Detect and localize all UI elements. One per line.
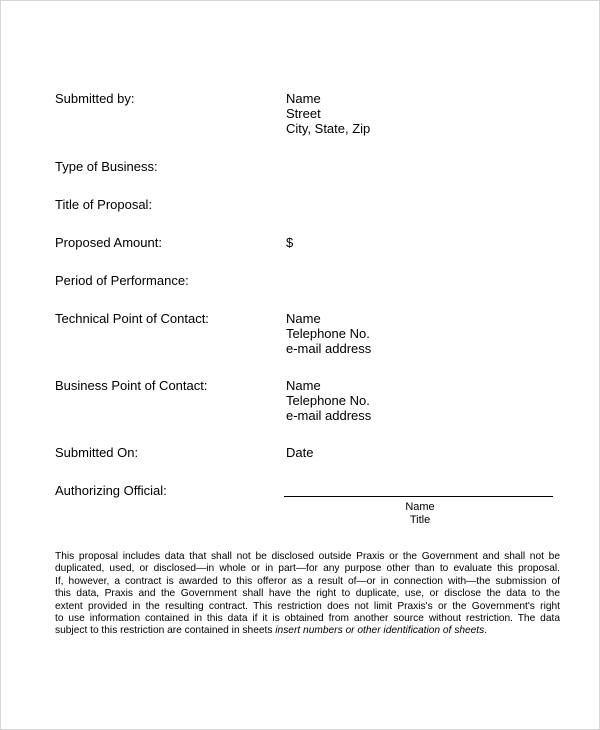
submitter-city-state-zip: City, State, Zip — [286, 121, 371, 136]
technical-contact-name: Name — [286, 311, 321, 326]
signature-line — [284, 496, 553, 497]
business-contact-name: Name — [286, 378, 321, 393]
signatory-name: Name — [405, 501, 435, 513]
technical-contact-email: e-mail address — [286, 341, 372, 356]
business-contact-label: Business Point of Contact: — [55, 378, 208, 393]
proposed-amount-value: $ — [286, 235, 294, 250]
notice-line: extent provided in the resulting contract. This restriction does not limit Praxis's or the Government's right — [55, 600, 560, 612]
submitter-name: Name — [286, 91, 321, 106]
business-contact-email: e-mail address — [286, 408, 372, 423]
notice-line: this data, Praxis and the Government shall have the right to duplicate, use, or disclose the data to the — [55, 588, 560, 600]
signatory-title: Title — [409, 514, 431, 526]
submitted-by-label: Submitted by: — [55, 91, 135, 106]
proposed-amount-label: Proposed Amount: — [55, 235, 162, 250]
business-contact-phone: Telephone No. — [286, 393, 370, 408]
notice-line: duplicated, used, or disclosed—in whole or in part—for any purpose other than to evaluate this proposal. — [55, 563, 560, 575]
submitter-street: Street — [286, 106, 321, 121]
title-of-proposal-label: Title of Proposal: — [55, 197, 153, 212]
notice-line: to use information contained in this data if it is obtained from another source without restriction. The data — [55, 613, 560, 625]
authorizing-official-label: Authorizing Official: — [55, 483, 167, 498]
submitted-on-date: Date — [286, 445, 314, 460]
technical-contact-label: Technical Point of Contact: — [55, 311, 209, 326]
notice-last-line-text: subject to this restriction are contained in sheets — [55, 625, 276, 637]
notice-sheets-placeholder: insert numbers or other identification of sheets — [275, 625, 485, 637]
restriction-notice — [55, 551, 560, 638]
period-of-performance-label: Period of Performance: — [55, 273, 189, 288]
notice-last-line — [55, 625, 560, 637]
type-of-business-label: Type of Business: — [55, 159, 158, 174]
technical-contact-phone: Telephone No. — [286, 326, 370, 341]
notice-line: This proposal includes data that shall not be disclosed outside Praxis or the Government and shall not be — [55, 551, 560, 562]
notice-line: If, however, a contract is awarded to this offeror as a result of—or in connection with—the submission of — [55, 575, 560, 587]
submitted-on-label: Submitted On: — [55, 445, 139, 460]
notice-period: . — [484, 625, 488, 637]
